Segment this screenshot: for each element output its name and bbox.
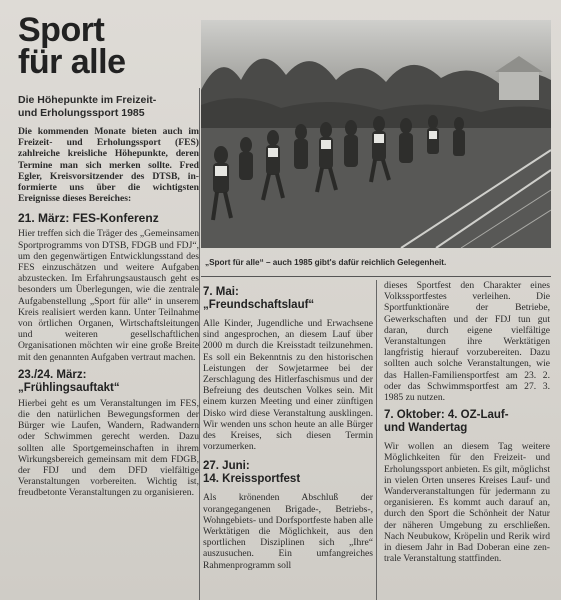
left-column (18, 126, 199, 499)
subheadline-line-1: Die Höhepunkte im Freizeit- (18, 94, 157, 106)
race-photo (201, 20, 551, 248)
headline-line-2: für alle (18, 43, 126, 81)
section-text-kreissportfest-continued: dieses Sportfest den Charakter eines Volkssportfestes verleihen. Die Sportfunktionäre der Betriebe, Gewerkschaften und der FDJ tun gut daran, durch eigene vielfältige Veranstaltungen ihre Werktätigen langfristig hierauf vorzubereiten. Dazu sollten auch solche Veranstaltungen, wie das Hallen-Familiensportfest am 23. 2. oder das Schwimmsportfest am 27. 3. 1985 zu nutzen. (384, 280, 550, 404)
section-title-fes-konferenz: 21. März: FES-Konferenz (18, 211, 159, 226)
caption-divider (201, 276, 551, 277)
section-date-oz-lauf: 7. Oktober: 4. OZ-Lauf- (384, 409, 509, 422)
section-text-fes-konferenz: Hier treffen sich die Träger des „Gemeinsamen Sportprogramms von DTSB, FDGB und FDJ“, um den gegenwärtigen Entwicklungsstand des FES einzuschätzen und weitere Aufgaben abzustecken. Im Erfahrungsaustausch geht es besonders um Überlegungen, wie die zentrale Aufgabenstellung „Sport für alle“ in unserem Kreis realisiert werden kann. Unter Teilnahme von örtlichen Organen, Wirtschaftsleitungen und weiteren gesellschaftlichen Organisationen möchten wir eine große Breite mit den genannten Aufgaben vertraut machen. (18, 228, 199, 363)
section-date-fruehlingsauftakt: 23./24. März: (18, 368, 87, 381)
right-column (384, 280, 550, 564)
column-divider-left (199, 88, 200, 600)
section-text-freundschaftslauf: Alle Kinder, Jugendliche und Erwachsene sind angesprochen, an diesem Lauf über 2000 m durch die Kreisstadt teilzunehmen. Es soll ein Bekenntnis zu den historischen Leistungen der Sowjetarmee bei der Zerschlagung des Hitlerfaschismus und der Befreiung des deutschen Volkes sein. Mit einem kurzen Meeting und einer zünftigen Disko wird diese Veranstaltung ausklingen. Wir wenden uns schon heute an alle Bürger des Kreises, sich diesen Termin vorzumerken. (203, 318, 373, 453)
headline (18, 11, 198, 81)
race-photo-image (201, 20, 551, 248)
section-date-freundschaftslauf: 7. Mai: (203, 286, 239, 298)
subheadline (18, 94, 200, 119)
section-name-kreissportfest: 14. Kreissportfest (203, 473, 301, 486)
headline-line-1: Sport (18, 11, 105, 49)
section-title-fruehlingsauftakt (18, 369, 199, 395)
section-title-kreissportfest (203, 460, 373, 486)
section-date-kreissportfest: 27. Juni: (203, 460, 250, 473)
column-divider-right (376, 280, 377, 600)
subheadline-line-2: und Erholungssport 1985 (18, 106, 145, 119)
section-title-oz-lauf (384, 409, 550, 435)
section-text-fruehlingsauftakt: Hierbei geht es um Veranstaltungen im FES, die den natürlichen Bewegungsformen der Bürger wie Laufen, Wandern, Radwandern oder Schwimmen gerecht werden. Dazu sollten alle Sportgemeinschaften in ihrem Wirkungsbereich gemeinsam mit dem FDGB, der FDJ und dem DFD vielfältige Veranstaltungen vorbereiten. Wichtig ist, freudbetonte Veranstaltungen zu organisieren. (18, 397, 199, 499)
section-text-kreissportfest: Als krönenden Abschluß der vorangegangenen Brigade-, Betriebs-, Wohngebiets- und Dorfsportfeste haben alle Werktätigen die Möglichkeit, aus den sportlichen Disziplinen sich „Ihre“ auszusuchen. Ein umfangreiches Rahmenprogramm soll (203, 492, 373, 571)
section-title-freundschaftslauf (203, 286, 373, 312)
section-text-oz-lauf: Wir wollen an diesem Tag weitere Möglichkeiten für den Freizeit- und Erholungssport anbieten. Es gilt, möglichst in vielen Orten unseres Kreises Lauf- und Wanderveranstaltungen für jedermann zu organisieren. Es kommt auch darauf an, durch den Sport die Schönheit der Natur der näheren Umgebung zu erschließen. Nach Neubukow, Kröpelin und Rerik wird in diesem Jahr in Bad Doberan eine zentrale Veranstaltung stattfinden. (384, 441, 550, 565)
intro-text: Die kommenden Monate bieten auch im Freizeit- und Erholungssport (FES) zahlreiche kreisliche Höhepunkte, deren Termine man sich merken sollte. Fred Egler, Kreisvorsitzender des DTSB, informierte uns über die wichtigsten Ereignisse dieses Bereiches: (18, 126, 199, 205)
middle-column (203, 286, 373, 571)
section-name-freundschaftslauf: „Freundschaftslauf“ (203, 299, 315, 311)
section-name-oz-lauf: und Wandertag (384, 422, 468, 435)
section-name-fruehlingsauftakt: „Frühlingsauftakt“ (18, 381, 120, 394)
photo-caption: „Sport für alle“ – auch 1985 gibt's dafür reichlich Gelegenheit. (205, 258, 447, 267)
